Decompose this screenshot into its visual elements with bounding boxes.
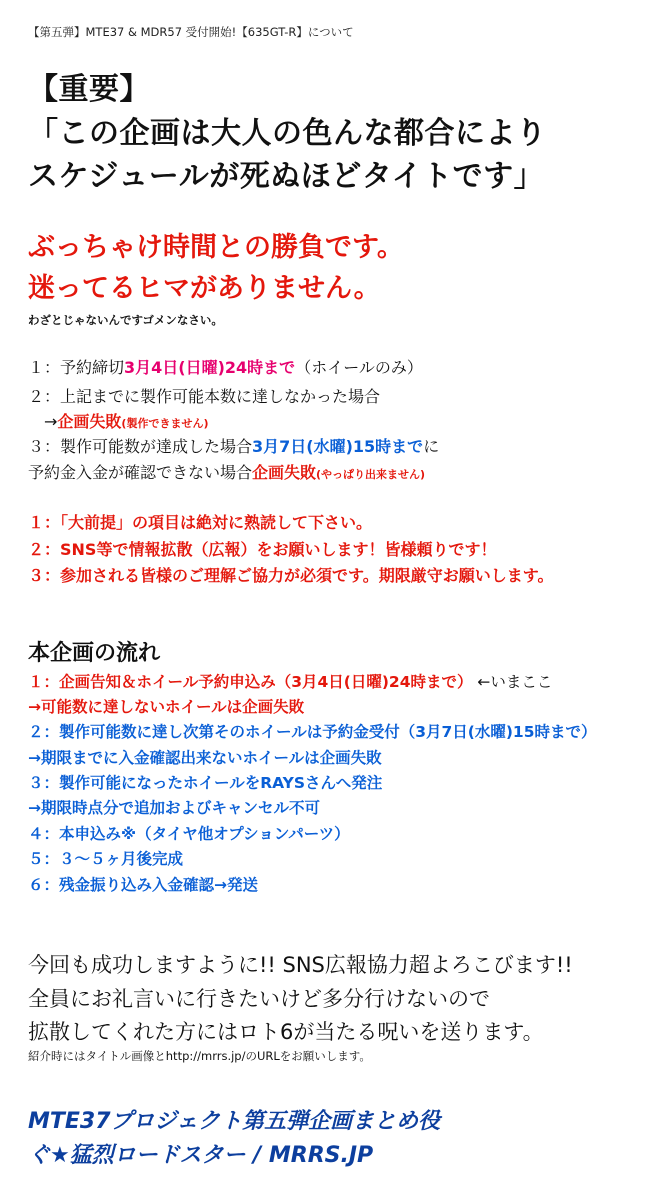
condition-3-result-prefix: 予約金入金が確認できない場合: [28, 463, 253, 482]
project-fail-note-2: (やっぱり出来ません): [316, 468, 426, 481]
condition-3-suffix: に: [423, 437, 440, 456]
headline-line-2: 「この企画は大人の色んな都合により: [28, 116, 547, 151]
condition-1-suffix: （ホイールのみ）: [295, 358, 423, 377]
project-fail-note: (製作できません): [121, 417, 209, 430]
red-statement-line-1: ぶっちゃけ時間との勝負です。: [28, 232, 404, 263]
condition-1-prefix: １：予約締切: [28, 358, 125, 377]
flow-step-3-note: →期限時点分で追加およびキャンセル不可: [28, 799, 320, 817]
closing-url-note: 紹介時にはタイトル画像とhttp://mrrs.jp/のURLをお願いします。: [28, 1049, 371, 1063]
headline-line-3: スケジュールが死ぬほどタイトです」: [28, 159, 545, 194]
flow-title: 本企画の流れ: [28, 641, 161, 666]
notice-1: １：「大前提」の項目は絶対に熟読して下さい。: [28, 513, 373, 532]
flow-step-1-note: →可能数に達しないホイールは企画失敗: [28, 698, 305, 716]
closing-line-3: 拡散してくれた方にはロト6が当たる呪いを送ります。: [28, 1020, 544, 1044]
flow-step-2-note: →期限までに入金確認出来ないホイールは企画失敗: [28, 749, 382, 767]
page-header: 【第五弾】MTE37 & MDR57 受付開始!【635GT-R】について: [28, 25, 354, 39]
flow-step-5: ５：３～５ヶ月後完成: [28, 850, 184, 868]
deposit-deadline-date: 3月7日(水曜)15時まで: [252, 437, 424, 456]
flow-step-3: ３：製作可能になったホイールをRAYSさんへ発注: [28, 774, 383, 792]
flow-step-1: [28, 670, 552, 692]
red-statement-line-2: 迷ってるヒマがありません。: [28, 273, 381, 304]
current-position-marker: ←いまここ: [472, 673, 553, 691]
condition-3-prefix: ３：製作可能数が達成した場合: [28, 437, 253, 456]
condition-2-result: [44, 409, 208, 432]
signature-line-1: MTE37プロジェクト第五弾企画まとめ役: [28, 1109, 441, 1134]
flow-step-4: ４：本申込み※（タイヤ他オプションパーツ）: [28, 825, 350, 843]
flow-step-2: ２：製作可能数に達し次第そのホイールは予約金受付（3月7日(水曜)15時まで）: [28, 723, 597, 741]
condition-2: ２：上記までに製作可能本数に達しなかった場合: [28, 387, 381, 406]
project-fail-label-2: 企画失敗: [252, 463, 317, 482]
condition-3-result: [28, 460, 425, 483]
notice-3: ３：参加される皆様のご理解ご協力が必須です。期限厳守お願いします。: [28, 566, 554, 585]
condition-1: [28, 355, 423, 378]
project-fail-label: 企画失敗: [57, 412, 122, 431]
notice-2: ２：SNS等で情報拡散（広報）をお願いします！皆様頼りです！: [28, 540, 497, 559]
closing-line-1: 今回も成功しますように!! SNS広報協力超よろこびます!!: [28, 953, 573, 977]
deadline-date: 3月4日(日曜)24時まで: [124, 358, 296, 377]
closing-line-2: 全員にお礼言いに行きたいけど多分行けないので: [28, 987, 490, 1011]
headline-important: 【重要】: [28, 72, 150, 107]
flow-step-6: ６：残金振り込み入金確認→発送: [28, 876, 258, 894]
arrow: →: [44, 412, 58, 431]
condition-3: [28, 434, 439, 457]
apology-note: わざとじゃないんですゴメンなさい。: [28, 313, 223, 327]
flow-step-1-text: １：企画告知＆ホイール予約申込み（3月4日(日曜)24時まで）: [28, 673, 473, 691]
signature-line-2: ぐ★猛烈ロードスター / MRRS.JP: [28, 1143, 374, 1168]
